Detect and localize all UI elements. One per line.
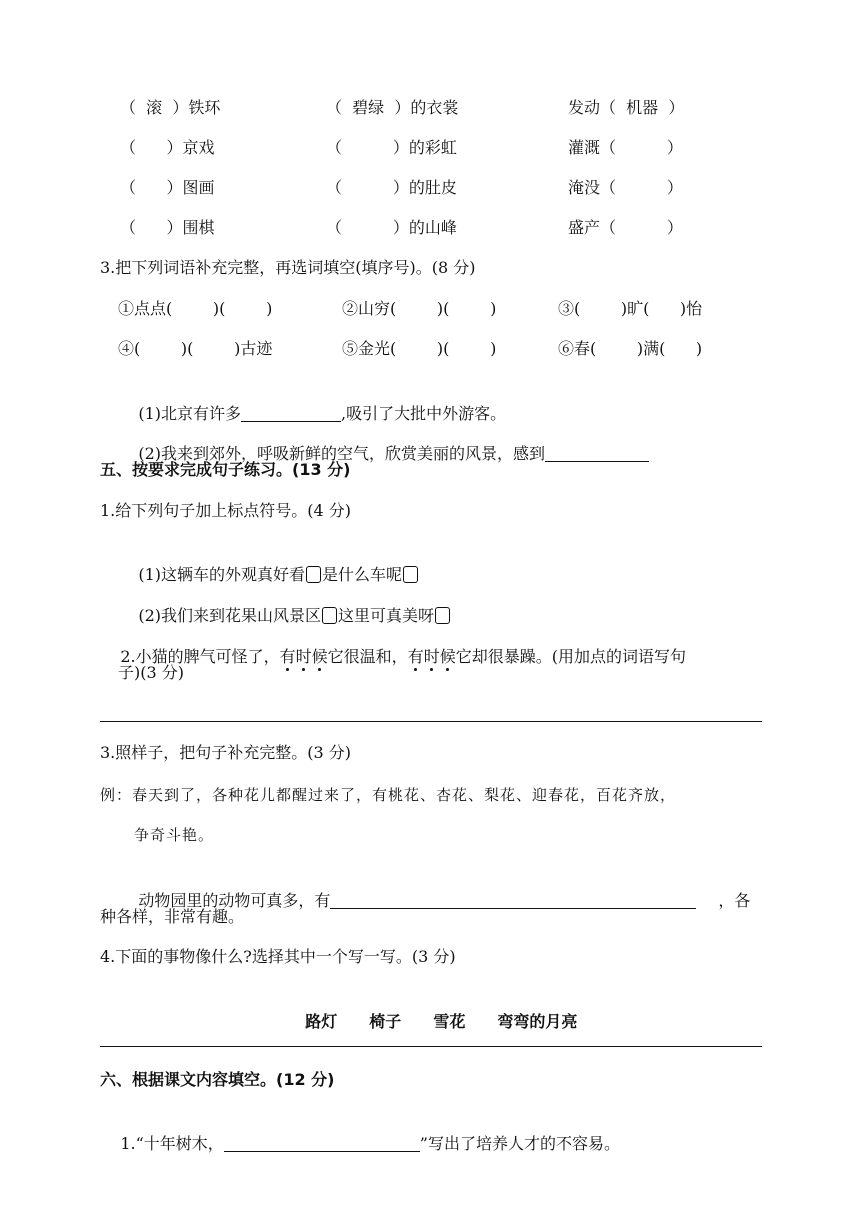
match-row bbox=[0, 136, 860, 160]
emphasis-char: 时 bbox=[423, 647, 440, 666]
match-item: （ ）的肚皮 bbox=[326, 178, 457, 197]
match-row bbox=[0, 176, 860, 200]
match-item: 淹没（ ） bbox=[568, 178, 683, 197]
sentence-text: (1)这辆车的外观真好看 bbox=[138, 565, 306, 584]
sentence-text: ，各 bbox=[718, 891, 751, 910]
question-2-line bbox=[100, 621, 686, 693]
option-item: 椅子 bbox=[369, 1012, 402, 1031]
word-row bbox=[0, 337, 860, 361]
match-item: （ ）京戏 bbox=[120, 138, 215, 157]
sentence-text: (2)我们来到花果山风景区 bbox=[138, 606, 322, 625]
sentence-text: 它却很暴躁。(用加点的词语写句 bbox=[455, 647, 686, 666]
question-2-cont: 子)(3 分) bbox=[118, 663, 184, 682]
answer-line[interactable] bbox=[100, 721, 762, 722]
sentence-text: 1.“十年树木， bbox=[120, 1134, 224, 1153]
sentence-text: 这里可真美呀 bbox=[338, 606, 435, 625]
match-item: （ ）围棋 bbox=[120, 218, 215, 237]
question-heading: 3.把下列词语补充完整，再选词填空(填序号)。(8 分) bbox=[100, 258, 476, 277]
match-item: （ ）的彩虹 bbox=[326, 138, 457, 157]
word-item: ④( )( )古迹 bbox=[118, 339, 273, 358]
option-item: 雪花 bbox=[433, 1012, 466, 1031]
example-line: 例：春天到了，各种花儿都醒过来了，有桃花、杏花、梨花、迎春花，百花齐放， bbox=[100, 786, 677, 804]
emphasis-char: 时 bbox=[295, 647, 312, 666]
sentence-text: 2.小猫的脾气可怪了， bbox=[120, 647, 280, 666]
answer-line[interactable] bbox=[100, 1046, 762, 1047]
sentence-text: 动物园里的动物可真多，有 bbox=[138, 891, 331, 910]
sentence-text: 是什么车呢 bbox=[322, 565, 403, 584]
match-item: （ 滚 ）铁环 bbox=[120, 98, 221, 117]
emphasis-char: 候 bbox=[311, 647, 328, 666]
emphasis-char: 有 bbox=[279, 647, 296, 666]
match-item: （ ）的山峰 bbox=[326, 218, 457, 237]
question-heading: 3.照样子，把句子补充完整。(3 分) bbox=[100, 743, 352, 762]
question-heading: 1.给下列句子加上标点符号。(4 分) bbox=[100, 501, 352, 520]
match-item: （ 碧绿 ）的衣裳 bbox=[326, 98, 459, 117]
match-item: 盛产（ ） bbox=[568, 218, 683, 237]
section-title: 六、根据课文内容填空。(12 分) bbox=[100, 1070, 335, 1089]
example-line: 争奇斗艳。 bbox=[134, 826, 215, 844]
word-item: ②山穷( )( ) bbox=[342, 299, 497, 318]
option-item: 路灯 bbox=[305, 1012, 338, 1031]
fill-text: (1)北京有许多 bbox=[138, 404, 242, 423]
match-item: 灌溉（ ） bbox=[568, 138, 683, 157]
fill-text: (2)我来到郊外，呼吸新鲜的空气，欣赏美丽的风景，感到 bbox=[138, 444, 546, 463]
answer-blank[interactable] bbox=[330, 890, 696, 909]
word-item: ③( )旷( )怡 bbox=[558, 299, 703, 318]
sentence-text: ”写出了培养人才的不容易。 bbox=[419, 1134, 620, 1153]
fill-text: ,吸引了大批中外游客。 bbox=[341, 404, 507, 423]
word-row bbox=[0, 297, 860, 321]
word-item: ⑤金光( )( ) bbox=[342, 339, 497, 358]
match-row bbox=[0, 216, 860, 240]
match-item: 发动（ 机器 ） bbox=[568, 98, 685, 117]
match-item: （ ）图画 bbox=[120, 178, 215, 197]
recitation-question bbox=[100, 1108, 620, 1180]
option-item: 弯弯的月亮 bbox=[497, 1012, 578, 1031]
question-heading: 4.下面的事物像什么?选择其中一个写一写。(3 分) bbox=[100, 947, 456, 966]
answer-blank[interactable] bbox=[224, 1133, 420, 1152]
word-item: ⑥春( )满( ) bbox=[558, 339, 703, 358]
word-item: ①点点( )( ) bbox=[118, 299, 273, 318]
emphasis-char: 候 bbox=[439, 647, 456, 666]
sentence-text: 它很温和， bbox=[327, 647, 408, 666]
answer-blank[interactable] bbox=[545, 443, 649, 462]
section-title: 五、按要求完成句子练习。(13 分) bbox=[100, 460, 351, 479]
emphasis-char: 有 bbox=[407, 647, 424, 666]
imitation-sentence-cont: 种各样，非常有趣。 bbox=[100, 907, 245, 926]
options-row bbox=[283, 986, 577, 1058]
match-row bbox=[0, 96, 860, 120]
